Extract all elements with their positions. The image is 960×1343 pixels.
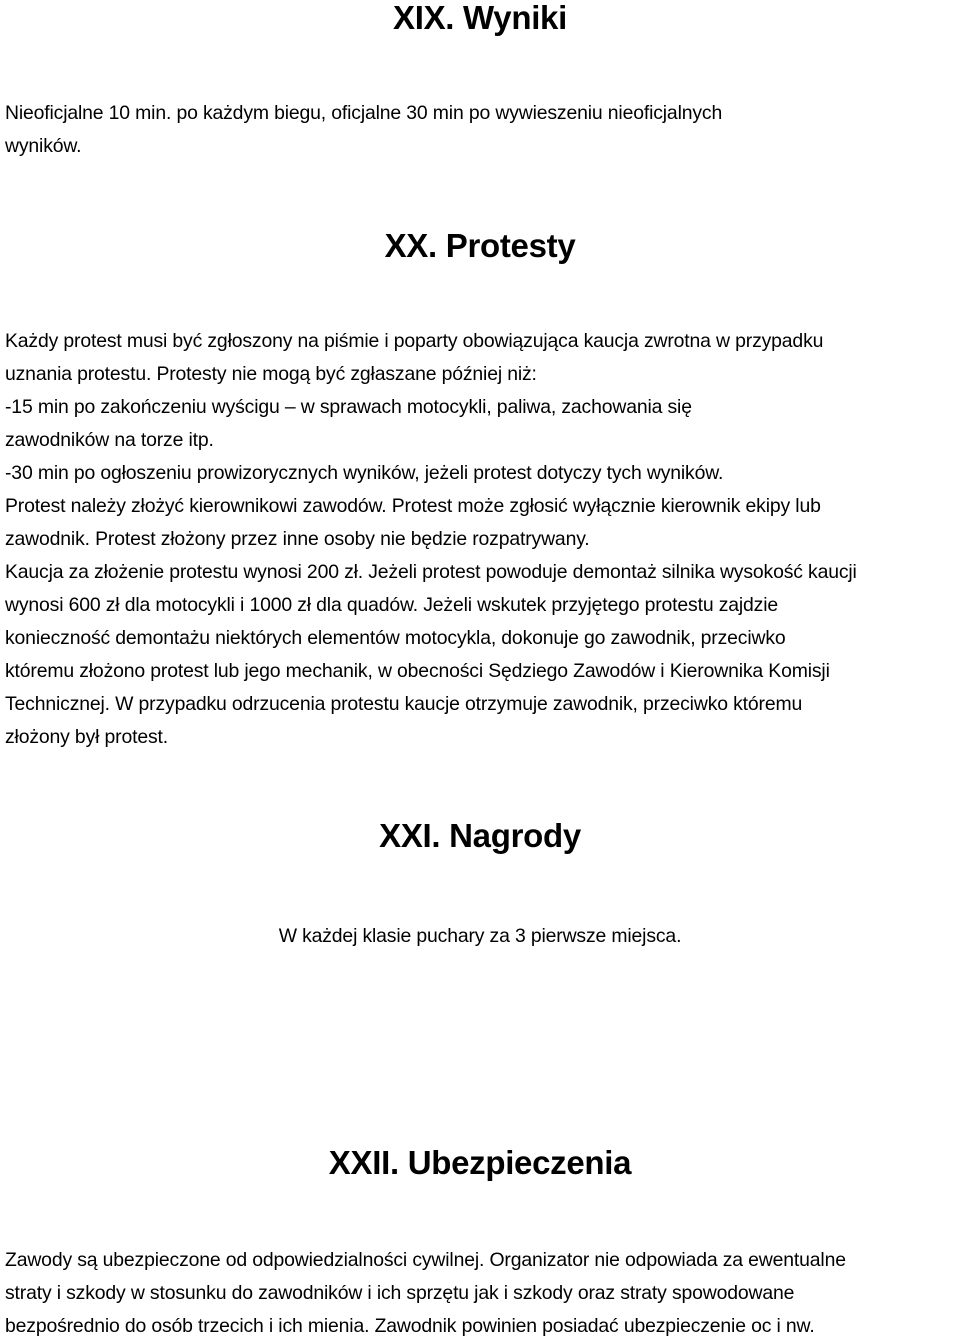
text-line: Protest należy złożyć kierownikowi zawodów. Protest może zgłosić wyłącznie kierownik ekipy lub: [5, 495, 821, 517]
section-body-wyniki: [5, 97, 960, 163]
text-line: -30 min po ogłoszeniu prowizorycznych wyników, jeżeli protest dotyczy tych wyników.: [5, 462, 724, 484]
text-line: wynosi 600 zł dla motocykli i 1000 zł dla quadów. Jeżeli wskutek przyjętego protestu zajdzie: [5, 594, 779, 616]
text-line: Nieoficjalne 10 min. po każdym biegu, oficjalne 30 min po wywieszeniu nieoficjalnych: [5, 102, 723, 124]
section-heading-protesty: XX. Protesty: [384, 227, 576, 264]
section-heading-ubezpieczenia: XXII. Ubezpieczenia: [328, 1144, 632, 1181]
text-line: Zawody są ubezpieczone od odpowiedzialności cywilnej. Organizator nie odpowiada za ewentualne: [5, 1249, 846, 1271]
text-line: bezpośrednio do osób trzecich i ich mienia. Zawodnik powinien posiadać ubezpieczenie oc i nw.: [5, 1315, 815, 1337]
section-heading-wyniki: XIX. Wyniki: [393, 0, 567, 36]
text-line: W każdej klasie puchary za 3 pierwsze miejsca.: [278, 925, 682, 947]
text-line: zawodników na torze itp.: [5, 429, 214, 451]
text-line: straty i szkody w stosunku do zawodników i ich sprzętu jak i szkody oraz straty spowodowane: [5, 1282, 795, 1304]
text-line: wyników.: [5, 135, 82, 157]
text-line: -15 min po zakończeniu wyścigu – w sprawach motocykli, paliwa, zachowania się: [5, 396, 692, 418]
section-body-nagrody: [0, 920, 960, 953]
text-line: Każdy protest musi być zgłoszony na piśmie i poparty obowiązująca kaucja zwrotna w przypadku: [5, 330, 824, 352]
text-line: zawodnik. Protest złożony przez inne osoby nie będzie rozpatrywany.: [5, 528, 590, 550]
section-body-ubezpieczenia: [5, 1244, 960, 1343]
text-line: konieczność demontażu niektórych elementów motocykla, dokonuje go zawodnik, przeciwko: [5, 627, 786, 649]
text-line: Kaucja za złożenie protestu wynosi 200 zł. Jeżeli protest powoduje demontaż silnika wysokość kaucji: [5, 561, 857, 583]
section-heading-nagrody: XXI. Nagrody: [379, 817, 581, 854]
text-line: uznania protestu. Protesty nie mogą być zgłaszane później niż:: [5, 363, 537, 385]
text-line: Technicznej. W przypadku odrzucenia protestu kaucje otrzymuje zawodnik, przeciwko któremu: [5, 693, 803, 715]
section-body-protesty: [5, 325, 960, 754]
text-line: złożony był protest.: [5, 726, 168, 748]
text-line: któremu złożono protest lub jego mechanik, w obecności Sędziego Zawodów i Kierownika Komisji: [5, 660, 830, 682]
